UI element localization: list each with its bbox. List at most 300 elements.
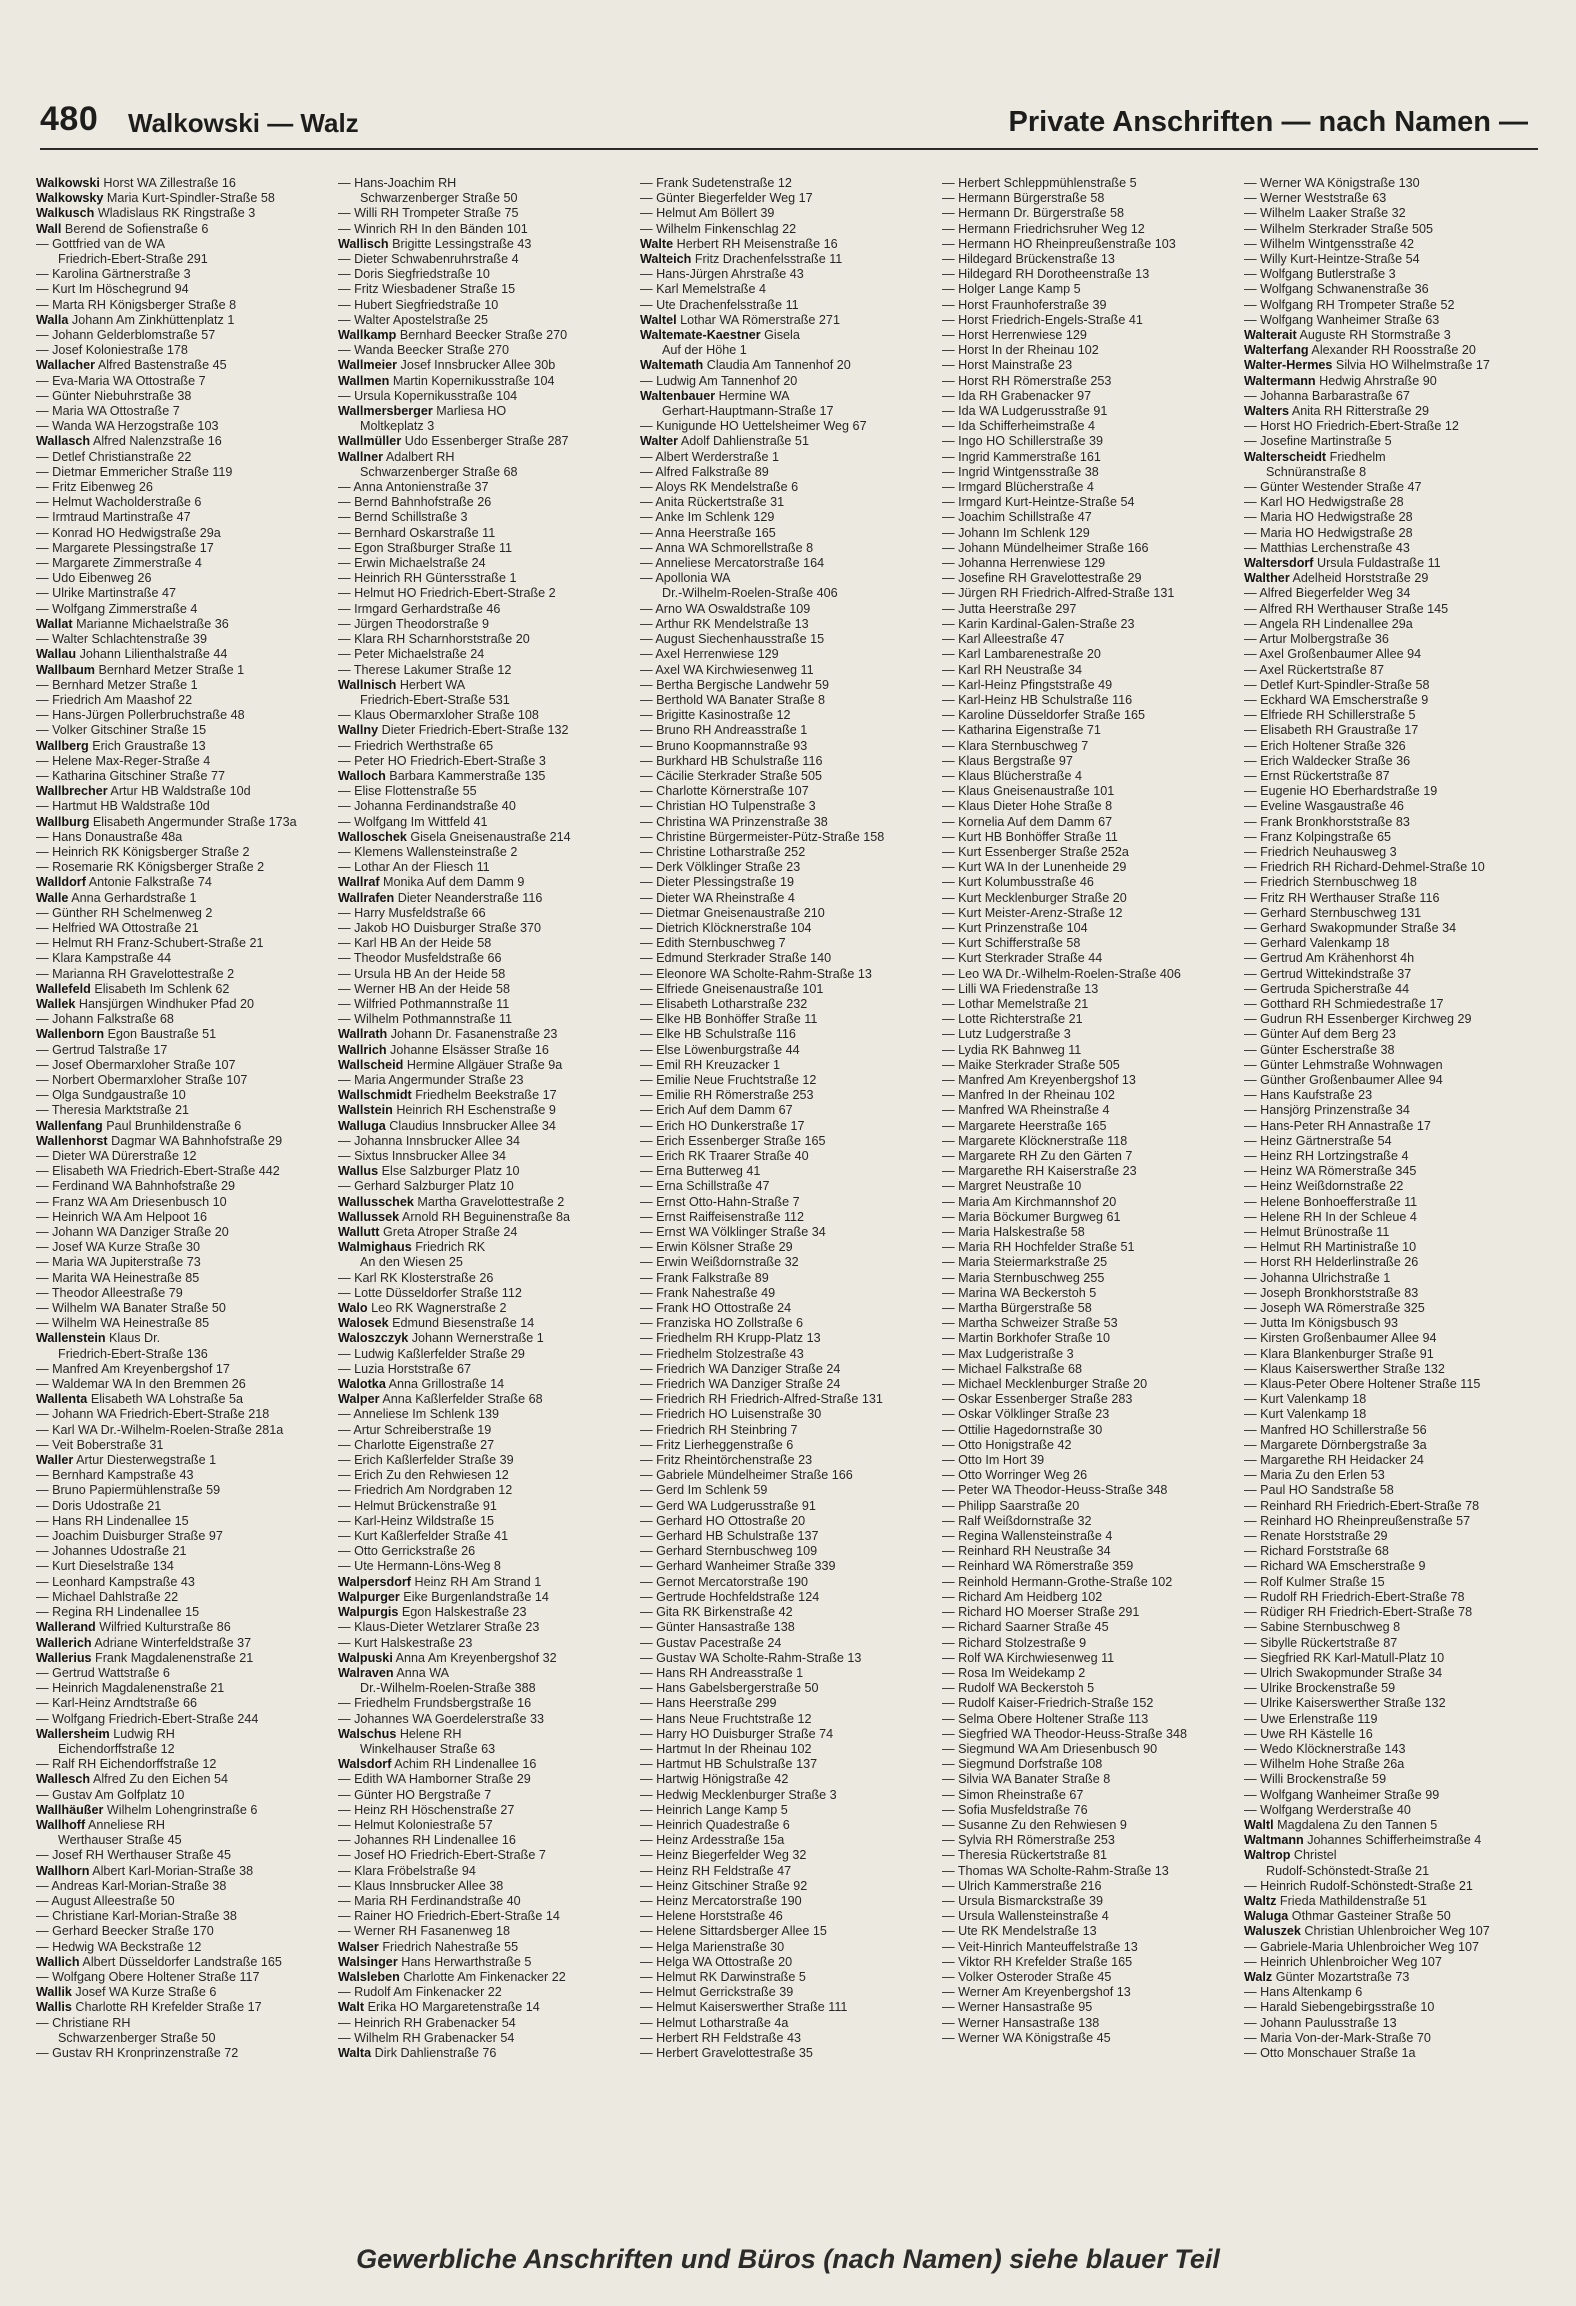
entry-text: — Wilhelm Wintgensstraße 42 bbox=[1244, 236, 1415, 251]
entry-text: — Werner Hansastraße 138 bbox=[942, 2015, 1100, 2030]
entry-surname: Wallburg bbox=[36, 814, 90, 829]
directory-entry bbox=[942, 1088, 1240, 1103]
directory-entry bbox=[640, 1803, 938, 1818]
entry-surname: Wallesch bbox=[36, 1772, 91, 1787]
entry-text: — Kurt Im Höschegrund 94 bbox=[36, 282, 189, 297]
entry-text: — Bruno Papiermühlenstraße 59 bbox=[36, 1483, 221, 1498]
entry-text: Günter Mozartstraße 73 bbox=[1272, 1969, 1410, 1984]
entry-text: — Werner HB An der Heide 58 bbox=[338, 981, 510, 996]
entry-text: — Richard Saarner Straße 45 bbox=[942, 1620, 1109, 1635]
directory-entry bbox=[36, 1331, 334, 1346]
entry-text: — Karl WA Dr.-Wilhelm-Roelen-Straße 281a bbox=[36, 1422, 284, 1437]
directory-entry bbox=[640, 1757, 938, 1772]
entry-text: — Helmut Kaiserswerther Straße 111 bbox=[640, 2000, 848, 2015]
directory-entry bbox=[338, 845, 636, 860]
directory-entry bbox=[942, 465, 1240, 480]
entry-text: Greta Atroper Straße 24 bbox=[379, 1225, 518, 1240]
directory-entry bbox=[36, 526, 334, 541]
entry-text: — Fritz Wiesbadener Straße 15 bbox=[338, 282, 516, 297]
directory-entry bbox=[36, 1179, 334, 1194]
directory-entry bbox=[1244, 1362, 1542, 1377]
entry-text: — Hermann Friedrichsruher Weg 12 bbox=[942, 221, 1145, 236]
directory-entry bbox=[338, 313, 636, 328]
entry-text: — Dieter Schwabenruhrstraße 4 bbox=[338, 252, 519, 267]
directory-entry bbox=[338, 1894, 636, 1909]
directory-entry bbox=[1244, 1438, 1542, 1453]
directory-entry bbox=[942, 1681, 1240, 1696]
directory-entry bbox=[338, 1271, 636, 1286]
entry-text: — Oskar Völklinger Straße 23 bbox=[942, 1407, 1110, 1422]
directory-entry bbox=[640, 1179, 938, 1194]
entry-text: — Wolfgang Obere Holtener Straße 117 bbox=[36, 1969, 260, 1984]
entry-text: — Wilhelm WA Banater Straße 50 bbox=[36, 1301, 226, 1316]
entry-text: Arnold RH Beguinenstraße 8a bbox=[399, 1209, 570, 1224]
entry-text: — August Siechenhausstraße 15 bbox=[640, 632, 825, 647]
entry-text: Schwarzenberger Straße 50 bbox=[360, 191, 518, 206]
directory-entry bbox=[640, 1818, 938, 1833]
entry-text: — Wolfgang RH Trompeter Straße 52 bbox=[1244, 297, 1455, 312]
directory-entry bbox=[640, 663, 938, 678]
entry-text: — Elise Flottenstraße 55 bbox=[338, 784, 477, 799]
entry-text: — Hans Kaufstraße 23 bbox=[1244, 1088, 1373, 1103]
entry-text: — Johanna Ferdinandstraße 40 bbox=[338, 799, 516, 814]
directory-entry bbox=[942, 1970, 1240, 1985]
entry-surname: Wallek bbox=[36, 996, 76, 1011]
directory-entry bbox=[338, 1286, 636, 1301]
entry-surname: Waller bbox=[36, 1453, 74, 1468]
entry-text: — Horst Mainstraße 23 bbox=[942, 358, 1073, 373]
entry-text: — Helene Max-Reger-Straße 4 bbox=[36, 753, 211, 768]
entry-surname: Walmighaus bbox=[338, 1240, 412, 1255]
entry-text: — Aloys RK Mendelstraße 6 bbox=[640, 480, 799, 495]
directory-entry bbox=[942, 1696, 1240, 1711]
entry-text: — Ottilie Hagedornstraße 30 bbox=[942, 1422, 1103, 1437]
section-title: Private Anschriften — nach Namen — bbox=[1008, 106, 1528, 138]
directory-entry bbox=[36, 1149, 334, 1164]
directory-entry bbox=[338, 784, 636, 799]
directory-entry bbox=[36, 1088, 334, 1103]
entry-text: — Karl-Heinz Arndtstraße 66 bbox=[36, 1696, 197, 1711]
entry-text: — Gerhard Sternbuschweg 131 bbox=[1244, 905, 1422, 920]
directory-entry bbox=[338, 389, 636, 404]
directory-entry bbox=[338, 1012, 636, 1027]
entry-text: — Werner WA Königstraße 45 bbox=[942, 2030, 1111, 2045]
entry-text: Barbara Kammerstraße 135 bbox=[385, 768, 546, 783]
entry-surname: Walkusch bbox=[36, 206, 95, 221]
directory-entry bbox=[640, 1103, 938, 1118]
directory-entry bbox=[338, 237, 636, 252]
entry-text: Bernhard Metzer Straße 1 bbox=[95, 662, 245, 677]
entry-text: — Ulrich Kammerstraße 216 bbox=[942, 1878, 1102, 1893]
entry-text: — Heinz Weißdornstraße 22 bbox=[1244, 1179, 1404, 1194]
directory-entry bbox=[942, 389, 1240, 404]
entry-text: Berend de Sofienstraße 6 bbox=[61, 221, 209, 236]
directory-entry bbox=[640, 176, 938, 191]
entry-text: — Artur Molbergstraße 36 bbox=[1244, 632, 1389, 647]
directory-entry bbox=[338, 586, 636, 601]
entry-text: — Günter Biegerfelder Weg 17 bbox=[640, 191, 813, 206]
entry-text: Klaus Dr. bbox=[105, 1331, 161, 1346]
entry-text: Anita RH Ritterstraße 29 bbox=[1289, 404, 1430, 419]
entry-text: — Gottfried van de WA bbox=[36, 236, 166, 251]
directory-entry bbox=[1244, 1347, 1542, 1362]
directory-entry bbox=[1244, 1864, 1542, 1879]
entry-text: — Andreas Karl-Morian-Straße 38 bbox=[36, 1878, 227, 1893]
entry-text: — Detlef Christianstraße 22 bbox=[36, 449, 192, 464]
entry-text: Friedrich-Ebert-Straße 531 bbox=[360, 692, 510, 707]
entry-text: — Heinz RH Höschenstraße 27 bbox=[338, 1802, 515, 1817]
directory-entry bbox=[942, 739, 1240, 754]
directory-entry bbox=[1244, 1119, 1542, 1134]
entry-surname: Wallberg bbox=[36, 738, 89, 753]
directory-entry bbox=[36, 815, 334, 830]
entry-text: — Konrad HO Hedwigstraße 29a bbox=[36, 525, 221, 540]
entry-text: — Klaus Innsbrucker Allee 38 bbox=[338, 1878, 504, 1893]
entry-text: — Hartwig Hönigstraße 42 bbox=[640, 1772, 789, 1787]
entry-text: — Norbert Obermarxloher Straße 107 bbox=[36, 1072, 248, 1087]
entry-text: — Lotte Richterstraße 21 bbox=[942, 1012, 1083, 1027]
directory-entry bbox=[338, 1529, 636, 1544]
directory-entry bbox=[640, 951, 938, 966]
entry-text: — Margarete Zimmerstraße 4 bbox=[36, 556, 202, 571]
directory-entry bbox=[640, 1955, 938, 1970]
entry-text: — Horst RH Römerstraße 253 bbox=[942, 373, 1112, 388]
entry-text: — Wanda Beecker Straße 270 bbox=[338, 343, 510, 358]
directory-entry bbox=[640, 678, 938, 693]
directory-entry bbox=[640, 1012, 938, 1027]
entry-text: — Gerhard Wanheimer Straße 339 bbox=[640, 1559, 836, 1574]
entry-text: — Karolina Gärtnerstraße 3 bbox=[36, 267, 191, 282]
directory-entry bbox=[640, 860, 938, 875]
directory-entry bbox=[36, 450, 334, 465]
directory-entry bbox=[1244, 860, 1542, 875]
directory-entry bbox=[36, 1240, 334, 1255]
directory-entry bbox=[36, 906, 334, 921]
entry-text: — Josefine RH Gravelottestraße 29 bbox=[942, 571, 1142, 586]
entry-text: — Karl RH Neustraße 34 bbox=[942, 662, 1082, 677]
entry-text: Elisabeth Im Schlenk 62 bbox=[90, 981, 230, 996]
entry-text: — Simon Rheinstraße 67 bbox=[942, 1787, 1084, 1802]
entry-text: — Franz Kolpingstraße 65 bbox=[1244, 829, 1391, 844]
entry-surname: Walschus bbox=[338, 1726, 397, 1741]
entry-text: — Renate Horststraße 29 bbox=[1244, 1529, 1388, 1544]
directory-entry bbox=[640, 1620, 938, 1635]
directory-entry bbox=[942, 769, 1240, 784]
directory-columns bbox=[36, 176, 1542, 2230]
entry-text: Bernhard Beecker Straße 270 bbox=[396, 328, 568, 343]
entry-surname: Waloszczyk bbox=[338, 1331, 409, 1346]
entry-text: Dr.-Wilhelm-Roelen-Straße 388 bbox=[360, 1681, 536, 1696]
directory-entry bbox=[36, 298, 334, 313]
entry-surname: Walterait bbox=[1244, 328, 1297, 343]
entry-surname: Wallenta bbox=[36, 1392, 88, 1407]
entry-text: — Regina RH Lindenallee 15 bbox=[36, 1605, 200, 1620]
entry-text: — Kurt Dieselstraße 134 bbox=[36, 1559, 174, 1574]
entry-text: Fritz Drachenfelsstraße 11 bbox=[691, 252, 843, 267]
entry-surname: Wallny bbox=[338, 723, 379, 738]
directory-entry bbox=[1244, 739, 1542, 754]
entry-surname: Wallerich bbox=[36, 1635, 92, 1650]
entry-text: — Gerhard Sternbuschweg 109 bbox=[640, 1544, 818, 1559]
entry-text: Friedrich Nahestraße 55 bbox=[378, 1939, 519, 1954]
directory-entry bbox=[338, 632, 636, 647]
directory-entry bbox=[338, 282, 636, 297]
entry-text: — August Alleestraße 50 bbox=[36, 1893, 175, 1908]
entry-text: — Johanna Barbarastraße 67 bbox=[1244, 388, 1410, 403]
entry-text: — Otto Gerrickstraße 26 bbox=[338, 1544, 476, 1559]
directory-column-2 bbox=[338, 176, 636, 2230]
directory-entry bbox=[338, 510, 636, 525]
entry-text: — Fritz Rheintörchenstraße 23 bbox=[640, 1453, 813, 1468]
entry-text: — Johann Im Schlenk 129 bbox=[942, 525, 1090, 540]
entry-text: Dr.-Wilhelm-Roelen-Straße 406 bbox=[662, 586, 838, 601]
directory-entry bbox=[36, 404, 334, 419]
entry-text: — Manfred In der Rheinau 102 bbox=[942, 1088, 1115, 1103]
directory-entry bbox=[942, 586, 1240, 601]
entry-text: — Rudolf WA Beckerstoh 5 bbox=[942, 1681, 1095, 1696]
directory-entry bbox=[338, 1043, 636, 1058]
entry-text: — Frank Sudetenstraße 12 bbox=[640, 176, 792, 190]
entry-text: — Richard Stolzestraße 9 bbox=[942, 1635, 1087, 1650]
entry-text: — Heinz WA Römerstraße 345 bbox=[1244, 1164, 1417, 1179]
entry-surname: Waltmann bbox=[1244, 1833, 1304, 1848]
directory-entry bbox=[36, 830, 334, 845]
directory-entry bbox=[640, 1727, 938, 1742]
entry-text: — Friedrich Sternbuschweg 18 bbox=[1244, 875, 1417, 890]
entry-text: — Heinrich RH Güntersstraße 1 bbox=[338, 571, 517, 586]
directory-entry bbox=[36, 632, 334, 647]
entry-text: Werthauser Straße 45 bbox=[58, 1833, 182, 1848]
directory-entry bbox=[942, 663, 1240, 678]
directory-entry bbox=[942, 526, 1240, 541]
directory-entry bbox=[942, 358, 1240, 373]
directory-entry bbox=[338, 1438, 636, 1453]
directory-entry bbox=[338, 693, 636, 708]
directory-entry bbox=[640, 1788, 938, 1803]
entry-text: Elisabeth Angermunder Straße 173a bbox=[89, 814, 297, 829]
entry-text: — Bruno RH Andreasstraße 1 bbox=[640, 723, 808, 738]
entry-surname: Walters bbox=[1244, 404, 1290, 419]
entry-surname: Walper bbox=[338, 1392, 380, 1407]
directory-entry bbox=[1244, 1407, 1542, 1422]
entry-text: — Sofia Musfeldstraße 76 bbox=[942, 1802, 1088, 1817]
directory-entry bbox=[338, 1149, 636, 1164]
entry-text: — Hedwig Mecklenburger Straße 3 bbox=[640, 1787, 837, 1802]
entry-text: — Sixtus Innsbrucker Allee 34 bbox=[338, 1149, 506, 1163]
directory-entry bbox=[942, 1499, 1240, 1514]
directory-entry bbox=[1244, 1788, 1542, 1803]
entry-text: — Erich Essenberger Straße 165 bbox=[640, 1133, 826, 1148]
directory-entry bbox=[338, 2046, 636, 2061]
directory-entry bbox=[1244, 434, 1542, 449]
entry-text: — Margarete Klöcknerstraße 118 bbox=[942, 1133, 1128, 1148]
directory-entry bbox=[1244, 1620, 1542, 1635]
directory-column-4 bbox=[942, 176, 1240, 2230]
directory-entry bbox=[36, 1407, 334, 1422]
entry-text: — Jakob HO Duisburger Straße 370 bbox=[338, 920, 541, 935]
directory-entry bbox=[942, 799, 1240, 814]
directory-entry bbox=[942, 1149, 1240, 1164]
entry-text: — Rainer HO Friedrich-Ebert-Straße 14 bbox=[338, 1909, 560, 1924]
directory-entry bbox=[942, 191, 1240, 206]
directory-entry bbox=[1244, 1240, 1542, 1255]
entry-text: — Josefine Martinstraße 5 bbox=[1244, 434, 1392, 449]
directory-entry bbox=[942, 1301, 1240, 1316]
entry-text: — Wilhelm Sterkrader Straße 505 bbox=[1244, 221, 1433, 236]
directory-entry bbox=[1244, 1255, 1542, 1270]
directory-entry bbox=[338, 815, 636, 830]
directory-entry bbox=[338, 1772, 636, 1787]
entry-surname: Walta bbox=[338, 2045, 372, 2060]
entry-text: — Günter Escherstraße 38 bbox=[1244, 1042, 1395, 1057]
directory-entry bbox=[942, 1407, 1240, 1422]
entry-text: — Doris Siegfriedstraße 10 bbox=[338, 267, 490, 282]
directory-entry bbox=[36, 784, 334, 799]
entry-text: — Ute Hermann-Löns-Weg 8 bbox=[338, 1559, 501, 1574]
entry-surname: Walterscheidt bbox=[1244, 449, 1327, 464]
directory-entry bbox=[942, 1468, 1240, 1483]
entry-surname: Waltermann bbox=[1244, 373, 1316, 388]
entry-text: — Silvia WA Banater Straße 8 bbox=[942, 1772, 1111, 1787]
entry-text: — Edith Sternbuschweg 7 bbox=[640, 936, 786, 951]
directory-entry bbox=[36, 1347, 334, 1362]
entry-text: — Wolfgang Zimmerstraße 4 bbox=[36, 601, 198, 616]
entry-text: Winkelhauser Straße 63 bbox=[360, 1741, 496, 1756]
directory-entry bbox=[338, 921, 636, 936]
entry-surname: Walter-Hermes bbox=[1244, 358, 1333, 373]
entry-text: — Margarete Heerstraße 165 bbox=[942, 1118, 1107, 1133]
directory-entry bbox=[36, 693, 334, 708]
directory-entry bbox=[942, 1134, 1240, 1149]
directory-entry bbox=[942, 298, 1240, 313]
entry-text: Auguste RH Stormstraße 3 bbox=[1296, 328, 1451, 343]
directory-entry bbox=[942, 1271, 1240, 1286]
directory-entry bbox=[338, 1636, 636, 1651]
directory-entry bbox=[942, 1027, 1240, 1042]
entry-text: — Alfred Biegerfelder Weg 34 bbox=[1244, 586, 1411, 601]
entry-surname: Wallussek bbox=[338, 1209, 400, 1224]
directory-entry bbox=[36, 1666, 334, 1681]
entry-text: — Günter Hansastraße 138 bbox=[640, 1620, 795, 1635]
entry-text: — Bernhard Oskarstraße 11 bbox=[338, 525, 496, 540]
entry-text: — Ulrike Martinstraße 47 bbox=[36, 586, 176, 601]
entry-text: — Ernst WA Völklinger Straße 34 bbox=[640, 1225, 826, 1240]
entry-text: — Klara Fröbelstraße 94 bbox=[338, 1863, 476, 1878]
entry-text: Antonie Falkstraße 74 bbox=[85, 875, 212, 890]
entry-text: — Herbert RH Feldstraße 43 bbox=[640, 2030, 801, 2045]
directory-entry bbox=[640, 1590, 938, 1605]
entry-text: — Manfred HO Schillerstraße 56 bbox=[1244, 1422, 1427, 1437]
directory-entry bbox=[36, 982, 334, 997]
entry-text: — Helmut Gerrickstraße 39 bbox=[640, 1985, 794, 2000]
entry-text: — Eugenie HO Eberhardstraße 19 bbox=[1244, 784, 1438, 799]
directory-entry bbox=[338, 1559, 636, 1574]
entry-text: — Helmut Am Böllert 39 bbox=[640, 206, 775, 221]
directory-entry bbox=[942, 1788, 1240, 1803]
directory-entry bbox=[338, 1803, 636, 1818]
entry-text: Silvia HO Wilhelmstraße 17 bbox=[1332, 358, 1490, 373]
entry-text: Monika Auf dem Damm 9 bbox=[379, 875, 525, 890]
entry-text: — Margarete Dörnbergstraße 3a bbox=[1244, 1437, 1427, 1452]
entry-text: — Johanna Ulrichstraße 1 bbox=[1244, 1270, 1391, 1285]
directory-entry bbox=[36, 1620, 334, 1635]
directory-entry bbox=[338, 860, 636, 875]
entry-surname: Walkowski bbox=[36, 176, 100, 190]
directory-entry bbox=[942, 906, 1240, 921]
entry-surname: Walloschek bbox=[338, 829, 407, 844]
directory-entry bbox=[640, 1134, 938, 1149]
directory-entry bbox=[338, 2016, 636, 2031]
directory-entry bbox=[36, 1301, 334, 1316]
directory-entry bbox=[36, 951, 334, 966]
directory-entry bbox=[1244, 1210, 1542, 1225]
entry-text: — Eva-Maria WA Ottostraße 7 bbox=[36, 373, 206, 388]
directory-entry bbox=[338, 1058, 636, 1073]
directory-entry bbox=[942, 1438, 1240, 1453]
entry-text: — Erich Waldecker Straße 36 bbox=[1244, 753, 1411, 768]
entry-text: Udo Essenberger Straße 287 bbox=[401, 434, 569, 449]
directory-entry bbox=[640, 1255, 938, 1270]
entry-text: — Klaus Obermarxloher Straße 108 bbox=[338, 708, 539, 723]
directory-entry bbox=[640, 845, 938, 860]
directory-entry bbox=[338, 739, 636, 754]
directory-entry bbox=[36, 1803, 334, 1818]
entry-text: Johann Am Zinkhüttenplatz 1 bbox=[68, 312, 235, 327]
entry-text: — Heinz Gitschiner Straße 92 bbox=[640, 1878, 808, 1893]
entry-surname: Walter bbox=[640, 434, 679, 449]
entry-text: — Heinz Biegerfelder Weg 32 bbox=[640, 1848, 807, 1863]
directory-entry bbox=[338, 1727, 636, 1742]
directory-entry bbox=[942, 1119, 1240, 1134]
entry-surname: Wallusschek bbox=[338, 1194, 414, 1209]
directory-entry bbox=[640, 739, 938, 754]
entry-text: — Hartmut HB Waldstraße 10d bbox=[36, 799, 210, 814]
entry-text: — Fritz Lierheggenstraße 6 bbox=[640, 1437, 794, 1452]
directory-entry bbox=[640, 465, 938, 480]
directory-entry bbox=[640, 1027, 938, 1042]
directory-entry bbox=[640, 480, 938, 495]
entry-text: — Burkhard HB Schulstraße 116 bbox=[640, 753, 823, 768]
entry-text: — Emilie Neue Fruchtstraße 12 bbox=[640, 1072, 817, 1087]
entry-text: — Paul HO Sandstraße 58 bbox=[1244, 1483, 1394, 1498]
entry-text: — Ida WA Ludgerusstraße 91 bbox=[942, 404, 1108, 419]
directory-entry bbox=[640, 2046, 938, 2061]
directory-entry bbox=[942, 510, 1240, 525]
entry-text: — Ingrid Wintgensstraße 38 bbox=[942, 464, 1099, 479]
entry-text: Johann Wernerstraße 1 bbox=[408, 1331, 544, 1346]
directory-entry bbox=[640, 571, 938, 586]
directory-entry bbox=[1244, 951, 1542, 966]
directory-entry bbox=[1244, 343, 1542, 358]
entry-text: — Heinz Ardesstraße 15a bbox=[640, 1833, 785, 1848]
entry-text: — Brigitte Kasinostraße 12 bbox=[640, 708, 791, 723]
entry-surname: Waltrop bbox=[1244, 1848, 1291, 1863]
entry-text: — Elisabeth RH Graustraße 17 bbox=[1244, 723, 1419, 738]
directory-entry bbox=[640, 1848, 938, 1863]
entry-text: — Theresia Rückertstraße 81 bbox=[942, 1848, 1107, 1863]
directory-entry bbox=[1244, 2046, 1542, 2061]
directory-entry bbox=[942, 2000, 1240, 2015]
directory-entry bbox=[640, 1909, 938, 1924]
directory-entry bbox=[338, 936, 636, 951]
entry-surname: Walt bbox=[338, 2000, 365, 2015]
directory-entry bbox=[1244, 708, 1542, 723]
entry-text: — Ingrid Kammerstraße 161 bbox=[942, 449, 1101, 464]
entry-text: — Elfriede RH Schillerstraße 5 bbox=[1244, 708, 1416, 723]
entry-text: — Gustav WA Scholte-Rahm-Straße 13 bbox=[640, 1650, 862, 1665]
page-number: 480 bbox=[40, 100, 99, 138]
entry-surname: Wall bbox=[36, 221, 62, 236]
